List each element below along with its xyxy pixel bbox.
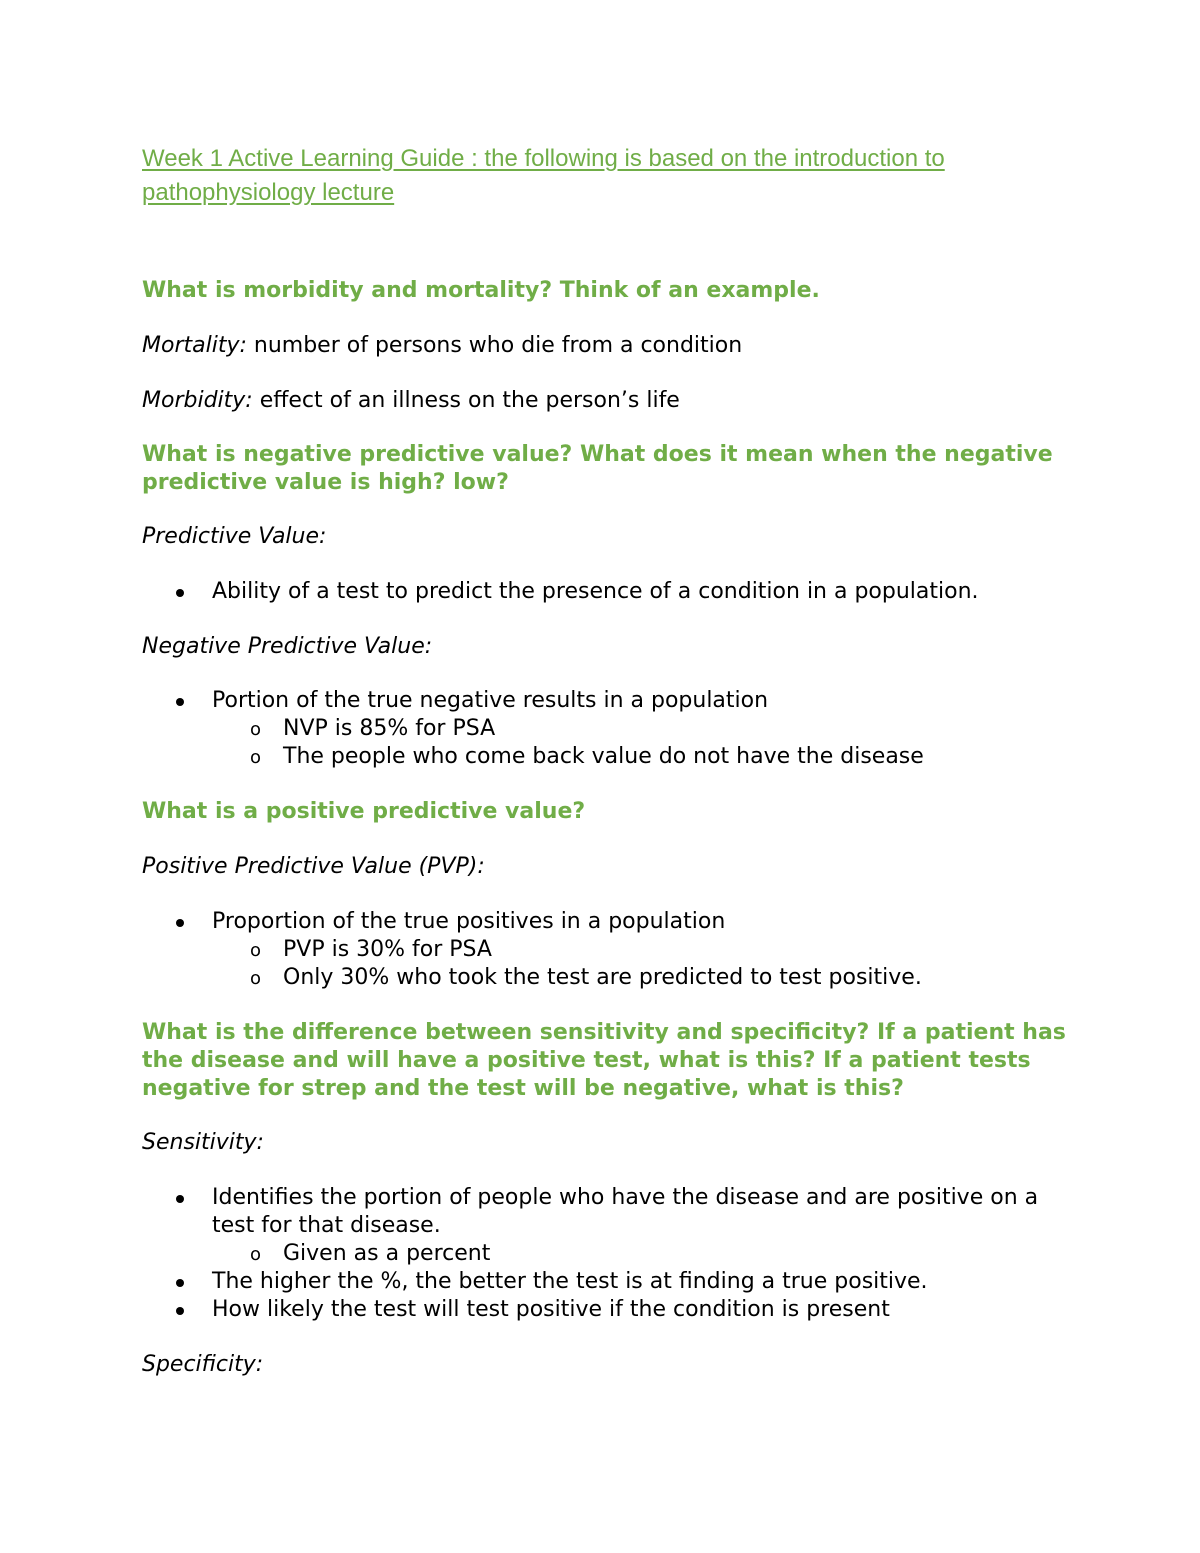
question-morbidity-mortality: What is morbidity and mortality? Think of an example. <box>142 278 820 303</box>
list-item <box>212 743 1142 771</box>
mortality-definition <box>142 332 1072 360</box>
hollow-bullet-icon: o <box>250 968 262 989</box>
morbidity-definition <box>142 387 1072 415</box>
pvp-sub-text: Only 30% who took the test are predicted to test positive. <box>283 965 922 990</box>
predictive-value-list <box>142 578 1072 606</box>
hollow-bullet-icon: o <box>250 747 262 768</box>
pvp-list <box>142 908 1072 992</box>
list-item <box>212 715 1142 743</box>
predictive-value-label: Predictive Value: <box>142 524 327 549</box>
hollow-bullet-icon: o <box>250 719 262 740</box>
pvp-sub-text: PVP is 30% for PSA <box>283 937 492 962</box>
list-item <box>142 908 1072 992</box>
sensitivity-sub-text: Given as a percent <box>283 1241 491 1266</box>
npv-label: Negative Predictive Value: <box>142 634 433 659</box>
mortality-label: Mortality: <box>142 333 247 358</box>
list-item <box>142 687 1072 771</box>
pvp-label: Positive Predictive Value (PVP): <box>142 854 485 879</box>
pvp-bullet-text: Proportion of the true positives in a population <box>212 909 726 934</box>
sensitivity-list <box>142 1184 1072 1324</box>
npv-sub-list <box>212 715 1072 771</box>
npv-sub-text: NVP is 85% for PSA <box>283 716 496 741</box>
pvp-sub-list <box>212 936 1072 992</box>
question-positive-predictive-value: What is a positive predictive value? <box>142 799 586 824</box>
morbidity-text: effect of an illness on the person’s life <box>252 388 680 413</box>
list-item <box>212 936 1142 964</box>
npv-sub-text: The people who come back value do not have the disease <box>283 744 924 769</box>
list-item: The higher the %, the better the test is at finding a true positive. <box>142 1268 1072 1296</box>
list-item: How likely the test will test positive if the condition is present <box>142 1296 1072 1324</box>
list-item: Ability of a test to predict the presence of a condition in a population. <box>142 578 1072 606</box>
specificity-label: Specificity: <box>142 1352 264 1377</box>
hollow-bullet-icon: o <box>250 1244 262 1265</box>
hollow-bullet-icon: o <box>250 940 262 961</box>
sensitivity-sub-list <box>212 1240 1072 1268</box>
list-item <box>142 1184 1072 1268</box>
npv-bullet-text: Portion of the true negative results in a population <box>212 688 769 713</box>
npv-list <box>142 687 1072 771</box>
list-item <box>212 964 1142 992</box>
sensitivity-label: Sensitivity: <box>142 1130 264 1155</box>
question-negative-predictive-value: What is negative predictive value? What does it mean when the negative predictive value is high? low? <box>142 442 1053 495</box>
mortality-text: number of persons who die from a condition <box>246 333 743 358</box>
document-title: Week 1 Active Learning Guide : the following is based on the introduction to pathophysiology lecture <box>142 145 945 206</box>
question-sensitivity-specificity: What is the difference between sensitivity and specificity? If a patient has the disease and will have a positive test, what is this? If a patient tests negative for strep and the test will be negative, what is this? <box>142 1020 1066 1101</box>
list-item <box>212 1240 1142 1268</box>
morbidity-label: Morbidity: <box>142 388 253 413</box>
document-page <box>142 142 1072 1379</box>
sensitivity-bullet-text: Identifies the portion of people who have the disease and are positive on a test for that disease. <box>212 1185 1039 1238</box>
